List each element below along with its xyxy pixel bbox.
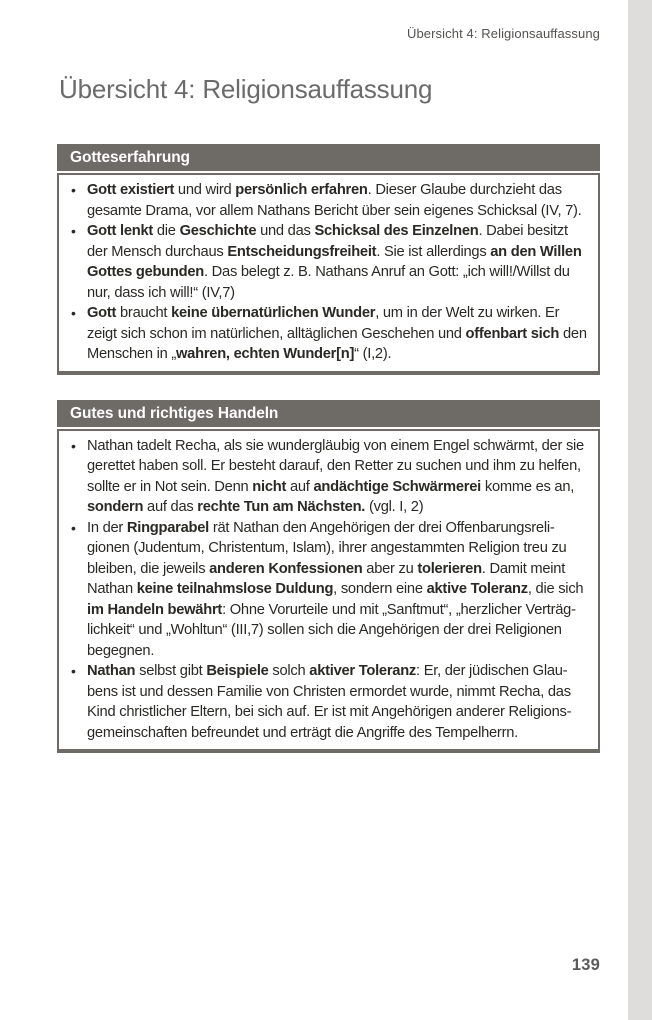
text-segment: . Das belegt z. B. Nathans Anruf an Gott: „ich will!/Willst du nur, dass ich will!“ (IV,7): [87, 264, 570, 301]
bullet-icon: •: [71, 223, 76, 239]
info-box: [57, 144, 600, 375]
bullet-icon: •: [71, 519, 76, 536]
box-title: Gutes und richtiges Handeln: [70, 404, 279, 422]
page-margin-strip: [628, 0, 652, 1020]
text-segment: aktive Toleranz: [426, 581, 528, 597]
running-header: Übersicht 4: Religionsauffassung: [406, 26, 600, 41]
text-segment: auf das: [143, 499, 198, 515]
text-segment: wahren, echten Wunder[n]: [176, 346, 355, 362]
text-segment: braucht: [116, 305, 172, 321]
content-boxes: [57, 144, 600, 753]
text-segment: In der: [87, 519, 127, 536]
box-header: [57, 400, 600, 427]
text-segment: Beispiele: [206, 663, 269, 679]
text-segment: Nathan tadelt Recha, als sie wundergläubig von einem Engel schwärmt, der sie gerettet haben soll. Er besteht darauf, den Retter zu suchen und ihm zu helfen, sollte er in Not sein. Denn: [87, 437, 584, 495]
text-segment: , die sich: [527, 581, 584, 597]
text-segment: nicht: [252, 478, 287, 495]
bullet-icon: •: [71, 663, 76, 679]
text-segment: solch: [268, 663, 310, 679]
text-segment: Gott: [87, 305, 117, 321]
text-segment: rät Nathan den Angehörigen der drei Offenbarungsreligionen (Judentum, Christentum, Islam), ihrer angestammten Religion treu zu bleiben, die jeweils: [87, 519, 567, 577]
text-segment: und wird: [174, 182, 236, 198]
bullet-item: [71, 221, 590, 303]
text-segment: Ringparabel: [126, 519, 210, 536]
page-title: Übersicht 4: Religionsauffassung: [59, 74, 433, 104]
bullet-item: [71, 180, 590, 221]
text-segment: sondern: [87, 499, 144, 515]
text-segment: tolerieren: [417, 560, 482, 577]
text-segment: selbst gibt: [135, 663, 207, 679]
text-segment: Gott lenkt: [87, 223, 154, 239]
bullet-item: [71, 661, 590, 743]
text-segment: (vgl. I, 2): [365, 499, 424, 515]
text-segment: auf: [286, 478, 314, 495]
text-segment: an den Willen Gottes gebunden: [87, 243, 582, 280]
text-segment: , sondern eine: [333, 581, 427, 597]
text-segment: Entscheidungsfreiheit: [227, 243, 377, 260]
text-segment: , um in der Welt zu wirken. Er zeigt sich schon im natürlichen, alltäglichen Geschehen und: [87, 305, 560, 342]
text-segment: offenbart sich: [465, 325, 560, 342]
bullet-list: [59, 436, 590, 744]
text-segment: keine übernatürlichen Wunder: [171, 305, 376, 321]
bullet-icon: •: [71, 305, 76, 321]
bullet-item: [71, 303, 590, 365]
bullet-icon: •: [71, 437, 76, 454]
box-body: [57, 429, 600, 754]
info-box: [57, 400, 600, 754]
text-segment: Nathan: [87, 663, 136, 679]
text-segment: . Dieser Glaube durchzieht das gesamte Drama, vor allem Nathans Bericht über sein eigenes Schicksal (IV, 7).: [87, 182, 582, 219]
text-segment: anderen Konfessionen: [209, 560, 363, 577]
bullet-item: [71, 436, 590, 518]
text-segment: Geschichte: [179, 223, 257, 239]
text-segment: keine teilnahmslose Duldung: [136, 581, 334, 597]
text-segment: aktiver Toleranz: [309, 663, 417, 679]
text-segment: . Damit meint Nathan: [87, 560, 566, 597]
text-segment: : Ohne Vorurteile und mit „Sanftmut“, „herzlicher Verträglichkeit“ und „Wohltun“ (III,7) sollen sich die Angehörigen der drei Religionen begegnen.: [87, 601, 576, 659]
text-segment: persönlich erfahren: [235, 182, 368, 198]
text-segment: komme es an,: [481, 478, 575, 495]
text-segment: rechte Tun am Nächsten.: [197, 499, 366, 515]
bullet-item: [71, 518, 590, 662]
text-segment: die: [153, 223, 180, 239]
text-segment: . Dabei besitzt der Mensch durchaus: [87, 223, 568, 260]
text-segment: und das: [256, 223, 315, 239]
text-segment: den Menschen in „: [87, 325, 587, 362]
text-segment: “ (I,2).: [354, 346, 392, 362]
text-segment: aber zu: [362, 560, 418, 577]
box-body: [57, 173, 600, 375]
text-segment: im Handeln bewährt: [87, 601, 223, 618]
page-number: 139: [571, 956, 600, 974]
box-header: [57, 144, 600, 171]
text-segment: Schicksal des Einzelnen: [314, 223, 479, 239]
bullet-list: [59, 180, 590, 365]
box-title: Gotteserfahrung: [70, 149, 190, 166]
text-segment: : Er, der jüdischen Glaubens ist und dessen Familie von Christen ermordet wurde, nimmt Recha, das Kind christlicher Eltern, bei sich auf. Er ist mit Angehörigen anderer Religionsgemeinschaften befreundet und erträgt die Angriffe des Tempelherrn.: [87, 663, 572, 741]
text-segment: . Sie ist allerdings: [376, 243, 491, 260]
bullet-icon: •: [71, 182, 76, 198]
text-segment: Gott existiert: [87, 182, 175, 198]
text-segment: andächtige Schwärmerei: [313, 478, 482, 495]
